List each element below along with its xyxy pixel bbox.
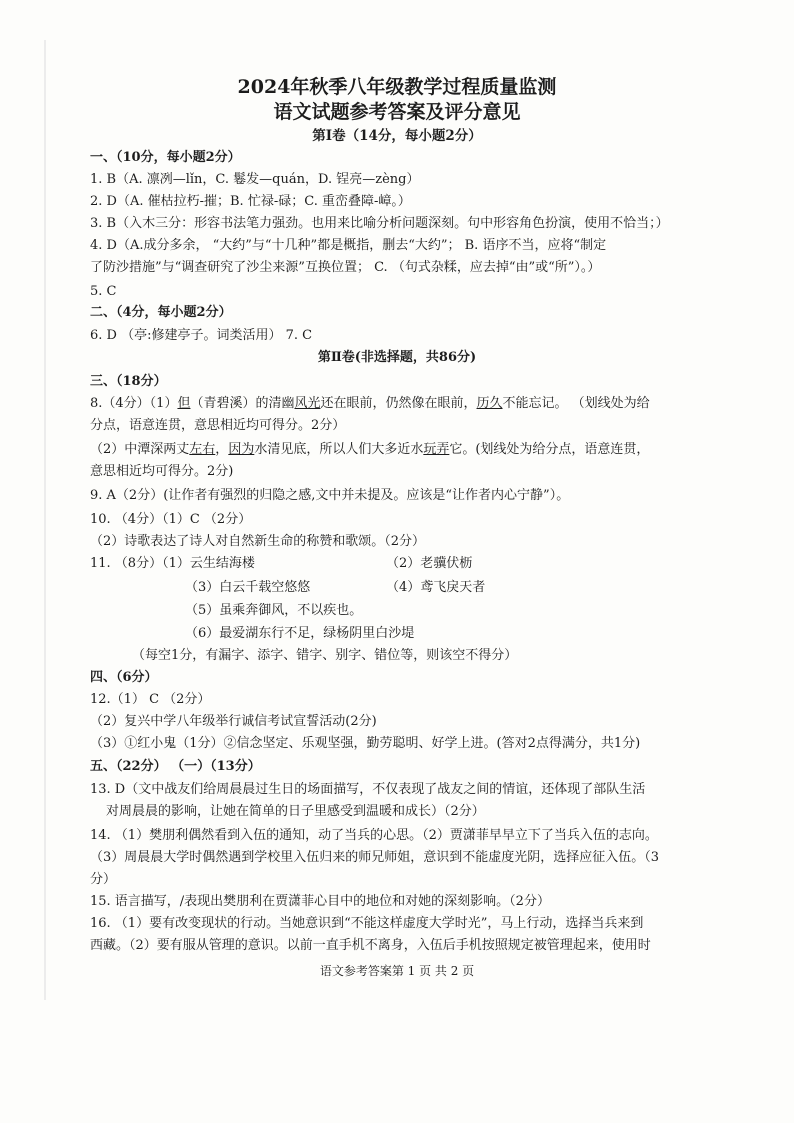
section-heading: 二、（4分，每小题2分） (90, 305, 232, 320)
answer-line: 6. D （亭:修建亭子。词类活用） 7. C (90, 328, 313, 343)
underlined-keyword: 因为 (228, 442, 255, 457)
answer-line: 3. B（入木三分：形容书法笔力强劲。也用来比喻分析问题深刻。句中形容角色扮演，使用不恰当；） (90, 216, 669, 231)
scoring-note: （每空1分，有漏字、添字、错字、别字、错位等，则该空不得分） (132, 648, 518, 663)
page-footer: 语文参考答案第 1 页 共 2 页 (319, 964, 475, 978)
answer-line: （2）诗歌表达了诗人对自然新生命的称赞和歌颂。（2分） (90, 534, 426, 549)
answer-line: 11. （8分）（1）云生结海楼 (90, 556, 255, 571)
answer-line: 15. 语言描写，/表现出樊朋利在贾潇菲心目中的地位和对她的深刻影响。（2分） (90, 894, 550, 909)
answer-line: 分） (90, 872, 117, 887)
answer-line (90, 442, 649, 458)
answer-line: （6）最爱湖东行不足，绿杨阴里白沙堤 (185, 626, 415, 641)
section-heading: 五、（22分） （一）（13分） (90, 759, 261, 774)
text-segment: （青碧溪）的清幽 (190, 396, 295, 411)
answer-line: （3）白云千载空悠悠 (185, 580, 311, 595)
answer-line: 4. D（A.成分多余， “大约”与“十几种”都是概指，删去“大约”； B. 语序不当，应将“制定 (90, 238, 607, 253)
document-subtitle: 语文试题参考答案及评分意见 (273, 101, 521, 123)
underlined-keyword: 玩弄 (423, 442, 450, 457)
answer-line: （2）复兴中学八年级举行诚信考试宣誓活动(2分) (90, 714, 377, 729)
section-heading: 一、（10分，每小题2分） (90, 150, 241, 165)
answer-line: （3）周晨晨大学时偶然遇到学校里入伍归来的师兄师姐，意识到不能虚度光阴，选择应征入伍。（3 (90, 850, 660, 865)
answer-line: （3）①红小鬼（1分）②信念坚定、乐观坚强，勤劳聪明、好学上进。(答对2点得满分，共1分) (90, 736, 641, 751)
text-segment: ， (215, 442, 229, 457)
answer-line: 12.（1） C （2分） (90, 692, 211, 707)
answer-line: （4）鸢飞戾天者 (386, 580, 486, 595)
answer-line: 2. D（A. 催枯拉朽-摧；B. 忙禄-碌；C. 重峦叠障-嶂。） (90, 194, 411, 209)
underlined-keyword: 左右 (189, 442, 216, 457)
text-segment: 8.（4分）（1） (90, 396, 178, 411)
scan-edge (44, 40, 46, 1000)
answer-line: 对周晨晨的影响，让她在简单的日子里感受到温暖和成长）（2分） (106, 804, 485, 819)
underlined-keyword: 风光 (294, 396, 321, 411)
section-heading: 四、（6分） (90, 670, 158, 685)
text-segment: 不能忘记。 （划线处为给 (502, 396, 650, 411)
answer-line: 意思相近均可得分。2分) (90, 464, 234, 479)
answer-line: 9. A（2分）(让作者有强烈的归隐之感,文中并未提及。应该是“让作者内心宁静”）。 (90, 488, 570, 503)
answer-line: 1. B（A. 凛冽—lǐn，C. 鬈发—quán，D. 锃亮—zèng） (90, 172, 420, 187)
underlined-keyword: 历久 (476, 396, 503, 411)
answer-line: 分点，语意连贯，意思相近均可得分。2分） (90, 418, 346, 433)
document-title: 2024年秋季八年级教学过程质量监测 (237, 76, 557, 98)
underlined-keyword: 但 (177, 396, 191, 411)
text-segment: 还在眼前，仍然像在眼前， (320, 396, 477, 411)
answer-line: 5. C (90, 284, 117, 299)
answer-line: 13. D（文中战友们给周晨晨过生日的场面描写，不仅表现了战友之间的情谊，还体现了部队生活 (90, 782, 646, 797)
answer-line: 16. （1）要有改变现状的行动。当她意识到“不能这样虚度大学时光”，马上行动，选择当兵来到 (90, 916, 644, 931)
answer-line: （2）老骥伏枥 (386, 556, 473, 571)
text-segment: 它。(划线处为给分点，语意连贯， (449, 442, 650, 457)
answer-line: 了防沙措施”与“调查研究了沙尘来源”互换位置； C. （句式杂糅，应去掉“由”或“所”）。） (90, 260, 601, 275)
answer-line: 西藏。（2）要有服从管理的意识。以前一直手机不离身，入伍后手机按照规定被管理起来，使用时 (90, 938, 651, 953)
section-heading: 三、（18分） (90, 374, 167, 389)
answer-line: 14. （1）樊朋利偶然看到入伍的通知，动了当兵的心思。（2）贾潇菲早早立下了当兵入伍的志向。 (90, 828, 658, 843)
part1-heading: 第Ⅰ卷（14分，每小题2分） (312, 128, 482, 144)
answer-line (90, 396, 650, 412)
part2-heading: 第Ⅱ卷(非选择题，共86分) (317, 350, 477, 365)
text-segment: （2）中潭深两丈 (90, 442, 190, 457)
text-segment: 水清见底，所以人们大多近水 (254, 442, 424, 457)
answer-line: （5）虽乘奔御风，不以疾也。 (185, 603, 363, 618)
answer-line: 10. （4分）（1）C （2分） (90, 512, 252, 527)
